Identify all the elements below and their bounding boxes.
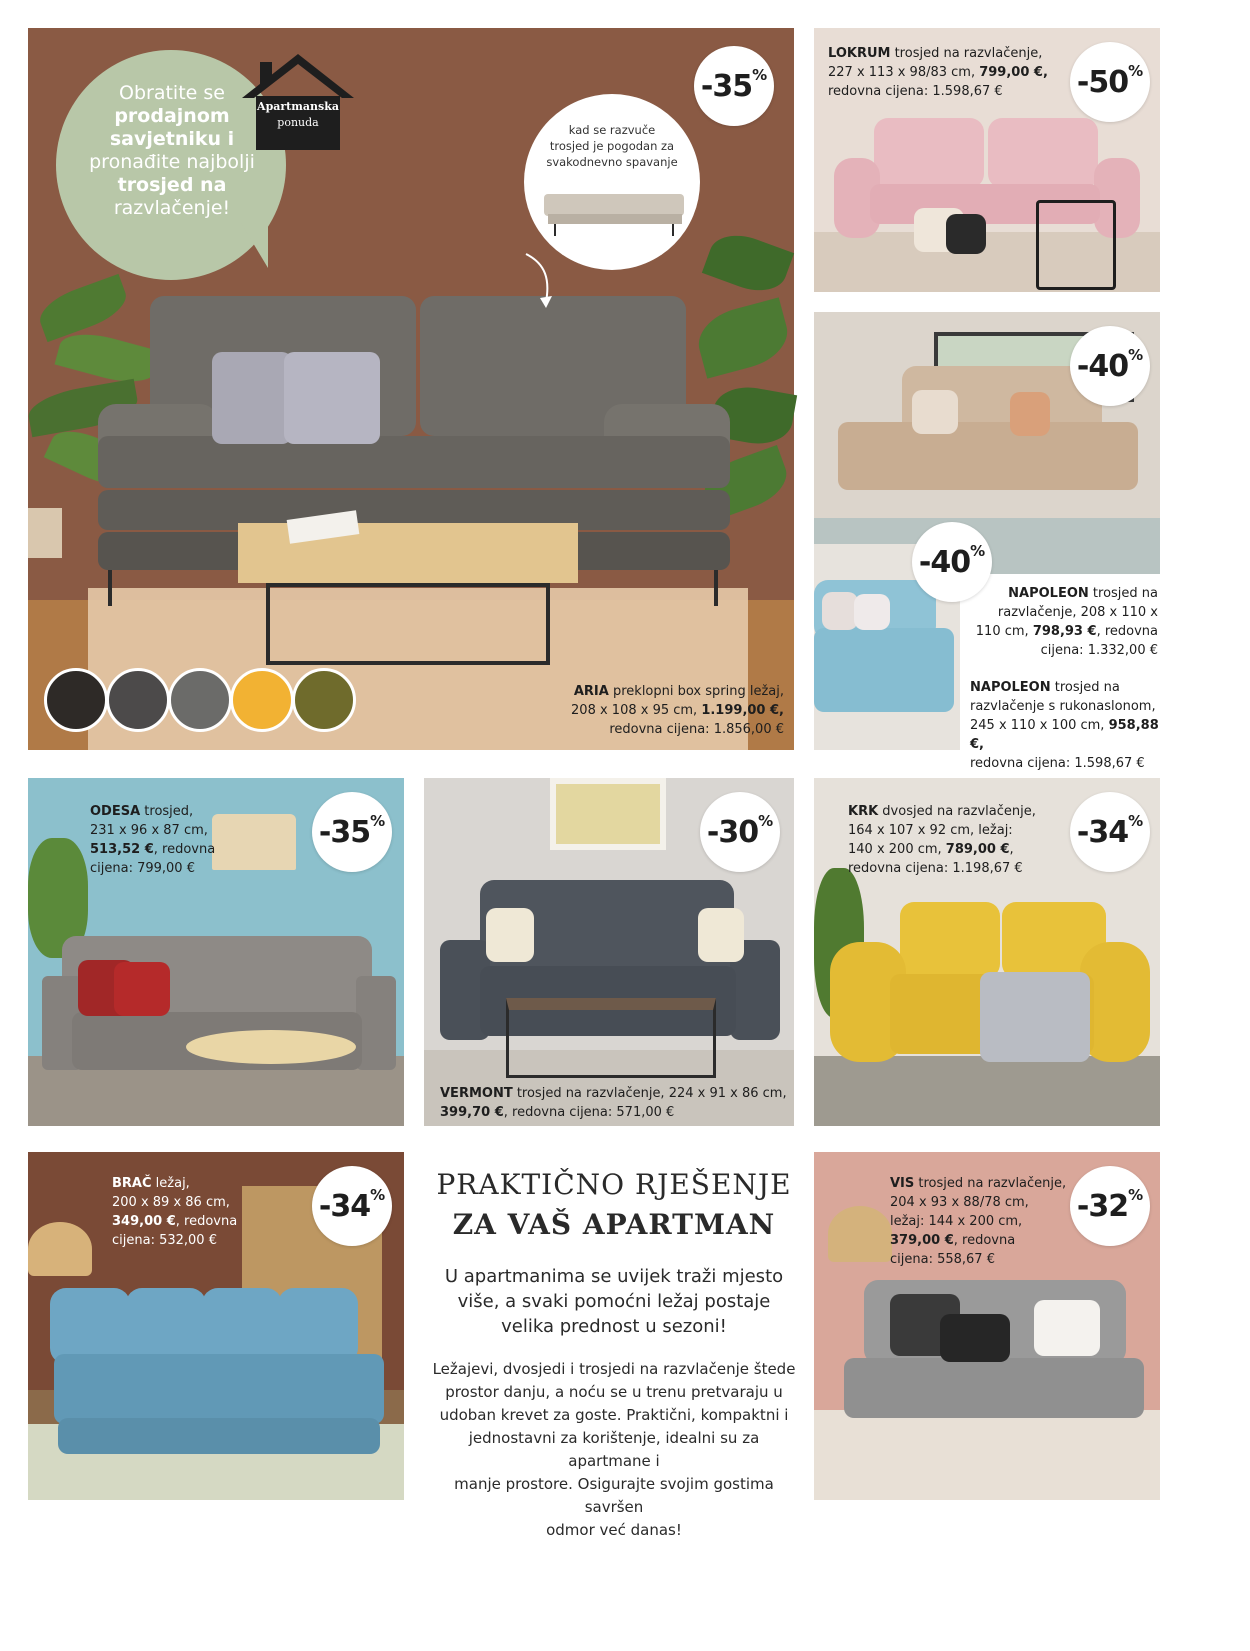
badge-percent: % — [370, 812, 386, 830]
body-line-2: prostor danju, a noću se u trenu pretvaraju u — [445, 1383, 783, 1401]
napoleon-b-info — [970, 678, 1160, 773]
napoleon-a-line-4: cijena: 1.332,00 € — [1040, 643, 1158, 658]
vis-panel — [814, 1152, 1160, 1500]
napoleon-b-line-1: NAPOLEON trosjed na — [970, 680, 1120, 695]
badge-value: -50 — [1076, 64, 1129, 100]
color-swatch-2[interactable] — [106, 668, 170, 732]
badge-percent: % — [1128, 812, 1144, 830]
article-body — [428, 1358, 800, 1542]
house-label-1: Apartmanska — [257, 100, 339, 113]
badge-percent: % — [1128, 1186, 1144, 1204]
aria-line-1: ARIA preklopni box spring ležaj, — [573, 684, 784, 699]
bubble-tail — [238, 218, 268, 268]
blanket — [980, 972, 1090, 1062]
badge-value: -32 — [1076, 1188, 1129, 1224]
lokrum-line-1: LOKRUM trosjed na razvlačenje, — [828, 46, 1043, 61]
badge-value: -35 — [700, 68, 753, 104]
brac-line-1: BRAČ ležaj, — [112, 1176, 190, 1191]
callout-line-2: trosjed je pogodan za — [549, 139, 675, 153]
lokrum-panel — [814, 28, 1160, 292]
lead-line-1: U apartmanima se uvijek traži mjesto — [444, 1266, 784, 1287]
vis-sofa — [844, 1280, 1144, 1440]
krk-line-2: 164 x 107 x 92 cm, ležaj: — [848, 823, 1013, 838]
body-line-6: odmor već danas! — [546, 1521, 682, 1539]
article-lead — [428, 1264, 800, 1339]
discount-badge — [700, 792, 780, 872]
vis-line-2: 204 x 93 x 88/78 cm, — [890, 1195, 1029, 1210]
odesa-info — [90, 802, 270, 878]
brac-sofa — [50, 1288, 386, 1474]
badge-percent: % — [758, 812, 774, 830]
krk-info — [848, 802, 1078, 878]
body-line-4: jednostavni za korištenje, idealni su za apartmane i — [468, 1429, 760, 1470]
side-table — [1036, 200, 1116, 290]
vermont-line-2: 399,70 €, redovna cijena: 571,00 € — [440, 1105, 675, 1120]
callout-circle — [524, 94, 700, 270]
krk-sofa — [830, 902, 1150, 1072]
callout-bed-image — [544, 190, 684, 238]
napoleon-b-line-3: 245 x 110 x 100 cm, 958,88 €, — [970, 718, 1159, 752]
color-swatch-5[interactable] — [292, 668, 356, 732]
callout-text — [528, 122, 696, 170]
hero-panel — [28, 28, 794, 750]
aria-line-2: 208 x 108 x 95 cm, 1.199,00 €, — [571, 703, 784, 718]
napoleon-a-line-2: razvlačenje, 208 x 110 x — [997, 605, 1158, 620]
badge-percent: % — [1128, 346, 1144, 364]
odesa-line-2: 231 x 96 x 87 cm, — [90, 823, 208, 838]
badge-percent: % — [370, 1186, 386, 1204]
article-heading-2: ZA VAŠ APARTMAN — [452, 1208, 776, 1241]
coffee-table — [238, 523, 578, 668]
color-swatch-1[interactable] — [44, 668, 108, 732]
lead-line-3: velika prednost u sezoni! — [501, 1316, 727, 1337]
callout-line-1: kad se razvuče — [568, 123, 656, 137]
callout-line-3: svakodnevno spavanje — [546, 155, 678, 169]
discount-badge — [312, 1166, 392, 1246]
body-line-3: udoban krevet za goste. Praktični, kompaktni i — [439, 1406, 789, 1424]
napoleon-a-line-1: NAPOLEON trosjed na — [1008, 586, 1158, 601]
bubble-line-5: trosjed na — [117, 174, 227, 196]
pendant-lamp — [828, 1206, 892, 1262]
napoleon-b-line-4: redovna cijena: 1.598,67 € — [970, 756, 1145, 771]
odesa-line-3: 513,52 €, redovna — [90, 842, 216, 857]
wall-art — [550, 778, 666, 850]
coffee-table — [506, 998, 716, 1078]
vermont-info — [440, 1084, 790, 1122]
krk-panel — [814, 778, 1160, 1126]
napoleon-a-info — [964, 584, 1158, 660]
brac-panel — [28, 1152, 404, 1500]
body-line-5: manje prostore. Osigurajte svojim gostima savršen — [454, 1475, 774, 1516]
color-swatch-4[interactable] — [230, 668, 294, 732]
krk-line-4: redovna cijena: 1.198,67 € — [848, 861, 1023, 876]
badge-value: -34 — [318, 1188, 371, 1224]
color-swatch-3[interactable] — [168, 668, 232, 732]
badge-percent: % — [752, 66, 768, 84]
discount-badge-top — [1070, 326, 1150, 406]
lokrum-line-3: redovna cijena: 1.598,67 € — [828, 84, 1003, 99]
discount-badge — [1070, 1166, 1150, 1246]
lokrum-line-2: 227 x 113 x 98/83 cm, 799,00 €, — [828, 65, 1048, 80]
brac-line-4: cijena: 532,00 € — [112, 1233, 217, 1248]
round-table — [186, 1030, 356, 1064]
badge-value: -30 — [706, 814, 759, 850]
brac-line-3: 349,00 €, redovna — [112, 1214, 238, 1229]
badge-value: -34 — [1076, 814, 1129, 850]
krk-line-3: 140 x 200 cm, 789,00 €, — [848, 842, 1014, 857]
odesa-panel — [28, 778, 404, 1126]
aria-info — [458, 682, 784, 739]
brac-info — [112, 1174, 292, 1250]
arrow-icon — [520, 250, 560, 310]
napoleon-panel — [814, 312, 1160, 771]
vis-line-1: VIS trosjed na razvlačenje, — [890, 1176, 1067, 1191]
brac-line-2: 200 x 89 x 86 cm, — [112, 1195, 230, 1210]
napoleon-b-line-2: razvlačenje s rukonaslonom, — [970, 699, 1156, 714]
lokrum-info — [828, 44, 1068, 101]
lead-line-2: više, a svaki pomoćni ležaj postaje — [457, 1291, 771, 1312]
vis-line-3: ležaj: 144 x 200 cm, — [890, 1214, 1023, 1229]
bubble-line-1: Obratite se — [119, 82, 225, 104]
krk-line-1: KRK dvosjed na razvlačenje, — [848, 804, 1036, 819]
odesa-line-1: ODESA trosjed, — [90, 804, 194, 819]
discount-badge — [1070, 792, 1150, 872]
badge-value: -40 — [1076, 348, 1129, 384]
vermont-line-1: VERMONT trosjed na razvlačenje, 224 x 91 x 86 cm, — [440, 1086, 787, 1101]
badge-percent: % — [1128, 62, 1144, 80]
vermont-panel — [424, 778, 794, 1126]
odesa-line-4: cijena: 799,00 € — [90, 861, 195, 876]
discount-badge — [1070, 42, 1150, 122]
napoleon-a-line-3: 110 cm, 798,93 €, redovna — [975, 624, 1158, 639]
discount-badge — [694, 46, 774, 126]
badge-percent: % — [970, 542, 986, 560]
bubble-line-2: prodajnom — [114, 105, 230, 127]
badge-value: -35 — [318, 814, 371, 850]
bubble-line-6: razvlačenje! — [113, 197, 231, 219]
bubble-line-4: pronađite najbolji — [89, 151, 255, 173]
vis-line-5: cijena: 558,67 € — [890, 1252, 995, 1267]
vis-info — [890, 1174, 1090, 1269]
house-label-2: ponuda — [277, 116, 319, 129]
badge-value: -40 — [918, 544, 971, 580]
bubble-line-3: savjetniku i — [109, 128, 235, 150]
discount-badge — [312, 792, 392, 872]
pendant-lamp — [28, 1222, 92, 1276]
aria-line-3: redovna cijena: 1.856,00 € — [609, 722, 784, 737]
vis-line-4: 379,00 €, redovna — [890, 1233, 1016, 1248]
body-line-1: Ležajevi, dvosjedi i trosjedi na razvlačenje štede — [432, 1360, 796, 1378]
article-heading-1: PRAKTIČNO RJEŠENJE — [436, 1168, 792, 1201]
